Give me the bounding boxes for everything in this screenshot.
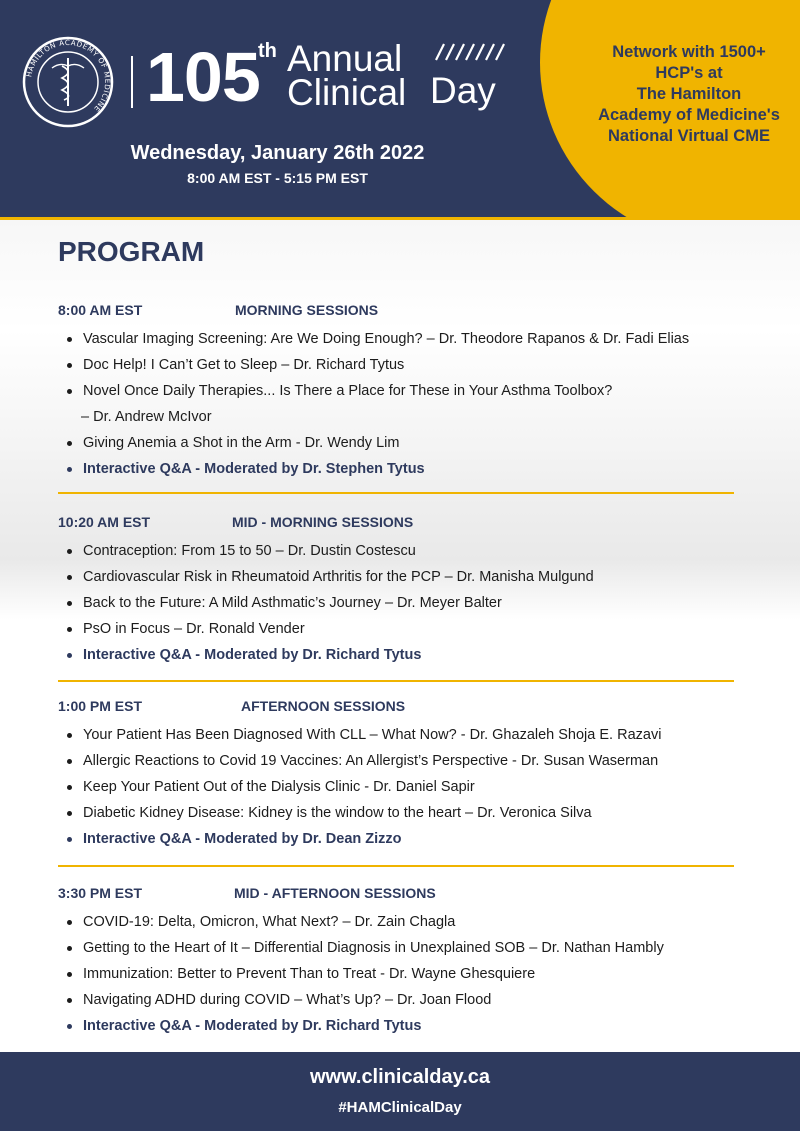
talk-item xyxy=(58,748,738,774)
session-afternoon xyxy=(58,698,738,852)
session-morning xyxy=(58,302,738,482)
talk-item xyxy=(58,430,738,456)
talk-text: Cardiovascular Risk in Rheumatoid Arthritis for the PCP – Dr. Manisha Mulgund xyxy=(83,569,594,585)
qa-text: Interactive Q&A - Moderated by Dr. Stephen Tytus xyxy=(83,461,425,477)
brand-day: Day xyxy=(430,70,496,111)
brand-divider xyxy=(131,56,133,108)
section-divider xyxy=(58,680,734,682)
talk-item xyxy=(58,774,738,800)
header-banner xyxy=(0,0,800,220)
bullet-icon xyxy=(67,759,72,764)
bullet-icon xyxy=(67,998,72,1003)
session-time: 10:20 AM EST xyxy=(58,514,151,530)
qa-text: Interactive Q&A - Moderated by Dr. Richard Tytus xyxy=(83,1018,422,1034)
network-callout xyxy=(580,42,798,147)
event-time: 8:00 AM EST - 5:15 PM EST xyxy=(187,170,368,186)
qa-item xyxy=(58,642,738,668)
talk-text: Your Patient Has Been Diagnosed With CLL – What Now? - Dr. Ghazaleh Shoja E. Razavi xyxy=(83,727,662,743)
bullet-icon xyxy=(67,601,72,606)
bullet-icon xyxy=(67,363,72,368)
slashes-decoration xyxy=(430,40,510,64)
talk-item xyxy=(58,564,738,590)
qa-item xyxy=(58,1013,738,1039)
talk-item xyxy=(58,987,738,1013)
network-line: The Hamilton xyxy=(636,85,742,103)
brand-annual: Annual xyxy=(287,38,403,79)
event-date: Wednesday, January 26th 2022 xyxy=(130,142,425,164)
bullet-icon xyxy=(67,785,72,790)
network-line: National Virtual CME xyxy=(608,127,770,145)
talk-text: Giving Anemia a Shot in the Arm - Dr. Wendy Lim xyxy=(83,435,400,451)
session-title: MORNING SESSIONS xyxy=(235,302,379,318)
bullet-icon xyxy=(67,946,72,951)
talk-text: PsO in Focus – Dr. Ronald Vender xyxy=(83,621,305,637)
website-link[interactable]: www.clinicalday.ca xyxy=(309,1066,491,1088)
talk-item xyxy=(58,935,738,961)
bullet-icon xyxy=(67,811,72,816)
talk-item xyxy=(58,961,738,987)
talk-item xyxy=(58,590,738,616)
talk-item xyxy=(58,326,738,352)
talk-item xyxy=(58,538,738,564)
section-divider xyxy=(58,492,734,494)
bullet-icon xyxy=(67,653,72,658)
talk-text: Keep Your Patient Out of the Dialysis Clinic - Dr. Daniel Sapir xyxy=(83,779,475,795)
session-title: MID - MORNING SESSIONS xyxy=(232,514,414,530)
bullet-icon xyxy=(67,467,72,472)
hashtag: #HAMClinicalDay xyxy=(338,1099,462,1116)
talk-text: Doc Help! I Can’t Get to Sleep – Dr. Richard Tytus xyxy=(83,357,405,373)
session-time: 1:00 PM EST xyxy=(58,698,143,714)
network-line: Academy of Medicine's xyxy=(598,106,780,124)
session-title: MID - AFTERNOON SESSIONS xyxy=(234,885,436,901)
footer-banner xyxy=(0,1052,800,1131)
talk-text: Getting to the Heart of It – Differential Diagnosis in Unexplained SOB – Dr. Nathan Hambly xyxy=(83,940,664,956)
qa-text: Interactive Q&A - Moderated by Dr. Dean Zizzo xyxy=(83,831,402,847)
section-divider xyxy=(58,865,734,867)
talk-item xyxy=(58,616,738,642)
session-header xyxy=(58,514,738,536)
talk-text: Diabetic Kidney Disease: Kidney is the window to the heart – Dr. Veronica Silva xyxy=(83,805,592,821)
session-header xyxy=(58,885,738,907)
talk-text: Vascular Imaging Screening: Are We Doing Enough? – Dr. Theodore Rapanos & Dr. Fadi Elias xyxy=(83,331,690,347)
bullet-icon xyxy=(67,337,72,342)
bullet-icon xyxy=(67,389,72,394)
bullet-icon xyxy=(67,972,72,977)
talk-text: Allergic Reactions to Covid 19 Vaccines: An Allergist’s Perspective - Dr. Susan Waserman xyxy=(83,753,659,769)
session-header xyxy=(58,302,738,324)
talk-text: Immunization: Better to Prevent Than to Treat - Dr. Wayne Ghesquiere xyxy=(83,966,536,982)
session-time: 3:30 PM EST xyxy=(58,885,143,901)
bullet-icon xyxy=(67,920,72,925)
talk-list xyxy=(58,326,738,482)
talk-text: Novel Once Daily Therapies... Is There a Place for These in Your Asthma Toolbox? xyxy=(83,383,613,399)
seal-text: HAMILTON ACADEMY OF MEDICINE xyxy=(24,37,113,114)
brand-number: 105 xyxy=(146,38,260,116)
bullet-icon xyxy=(67,441,72,446)
brand-suffix: th xyxy=(258,40,277,62)
qa-text: Interactive Q&A - Moderated by Dr. Richard Tytus xyxy=(83,647,422,663)
talk-item xyxy=(58,800,738,826)
talk-item xyxy=(58,378,738,430)
session-mid-morning xyxy=(58,514,738,668)
session-header xyxy=(58,698,738,720)
brand-clinical: Clinical xyxy=(287,72,407,113)
qa-item xyxy=(58,456,738,482)
talk-text-continued: – Dr. Andrew McIvor xyxy=(81,409,212,425)
network-line: HCP's at xyxy=(655,64,723,82)
talk-text: Back to the Future: A Mild Asthmatic’s Journey – Dr. Meyer Balter xyxy=(83,595,502,611)
talk-text: Contraception: From 15 to 50 – Dr. Dustin Costescu xyxy=(83,543,416,559)
bullet-icon xyxy=(67,837,72,842)
network-line: Network with 1500+ xyxy=(612,43,766,61)
session-title: AFTERNOON SESSIONS xyxy=(241,698,406,714)
bullet-icon xyxy=(67,575,72,580)
bullet-icon xyxy=(67,1024,72,1029)
talk-text: COVID-19: Delta, Omicron, What Next? – Dr. Zain Chagla xyxy=(83,914,456,930)
qa-item xyxy=(58,826,738,852)
academy-seal-logo xyxy=(22,36,114,128)
talk-list xyxy=(58,538,738,668)
bullet-icon xyxy=(67,733,72,738)
bullet-icon xyxy=(67,549,72,554)
talk-list xyxy=(58,909,738,1039)
talk-item xyxy=(58,722,738,748)
talk-item xyxy=(58,352,738,378)
talk-text: Navigating ADHD during COVID – What’s Up? – Dr. Joan Flood xyxy=(83,992,492,1008)
bullet-icon xyxy=(67,627,72,632)
session-mid-afternoon xyxy=(58,885,738,1039)
session-time: 8:00 AM EST xyxy=(58,302,143,318)
program-title: PROGRAM xyxy=(58,236,205,267)
talk-list xyxy=(58,722,738,852)
talk-item xyxy=(58,909,738,935)
